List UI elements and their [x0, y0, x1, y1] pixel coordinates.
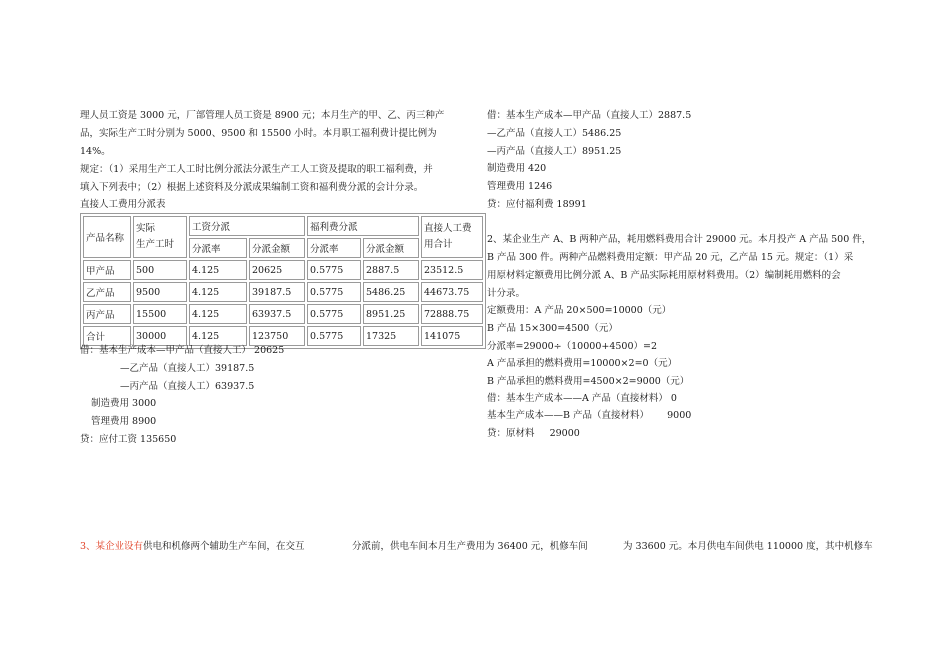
problem2-line-7: 分派率=29000÷（10000+4500）=2 [487, 341, 658, 352]
header-welfare-rate: 分派率 [307, 238, 361, 258]
header-direct-labor-total: 直接人工费 用合计 [421, 216, 483, 258]
welfare-entry-debit: 借：基本生产成本—甲产品（直接人工）2887.5 [487, 110, 692, 121]
header-product: 产品名称 [83, 216, 131, 258]
header-wage-allocation: 工资分派 [189, 216, 305, 236]
problem3-number: 3、某企业设有 [80, 541, 144, 552]
cell-hours: 9500 [133, 282, 187, 302]
left-paragraph-line-3: 14%。 [80, 146, 111, 157]
cell-welfare-rate: 0.5775 [307, 260, 361, 280]
table-row [83, 326, 483, 346]
welfare-entry-line-4: 制造费用 420 [487, 163, 547, 174]
cell-wage-amount: 123750 [249, 326, 305, 346]
cell-total: 23512.5 [421, 260, 483, 280]
left-paragraph-line-4: 规定：（1）采用生产工人工时比例分派法分派生产工人工资及提取的职工福利费，并 [80, 164, 433, 175]
cell-welfare-amount: 2887.5 [363, 260, 419, 280]
cell-welfare-rate: 0.5775 [307, 326, 361, 346]
problem3-line [80, 541, 305, 553]
cell-product: 甲产品 [83, 260, 131, 280]
table-caption: 直接人工费用分派表 [80, 199, 166, 210]
cell-wage-rate: 4.125 [189, 304, 247, 324]
cell-product: 乙产品 [83, 282, 131, 302]
problem2-line-9: B 产品承担的燃料费用=4500×2=9000（元） [487, 376, 690, 387]
problem2-line-5: 定额费用：A 产品 20×500=10000（元） [487, 305, 672, 316]
cell-welfare-amount: 5486.25 [363, 282, 419, 302]
welfare-entry-credit: 贷：应付福利费 18991 [487, 199, 587, 210]
cell-wage-rate: 4.125 [189, 326, 247, 346]
wage-entry-line-5: 管理费用 8900 [91, 416, 157, 427]
problem2-line-11: 基本生产成本——B 产品（直接材料） 9000 [487, 410, 692, 421]
cell-wage-rate: 4.125 [189, 260, 247, 280]
cell-product: 合计 [83, 326, 131, 346]
cell-welfare-amount: 8951.25 [363, 304, 419, 324]
cell-hours: 15500 [133, 304, 187, 324]
cell-product: 丙产品 [83, 304, 131, 324]
cell-total: 44673.75 [421, 282, 483, 302]
problem2-line-10: 借：基本生产成本——A 产品（直接材料） 0 [487, 393, 677, 404]
header-welfare-allocation: 福利费分派 [307, 216, 419, 236]
cell-hours: 30000 [133, 326, 187, 346]
welfare-entry-line-3: —丙产品（直接人工）8951.25 [487, 146, 622, 157]
cell-hours: 500 [133, 260, 187, 280]
problem2-line-8: A 产品承担的燃料费用=10000×2=0（元） [487, 358, 678, 369]
problem2-line-12: 贷：原材料 29000 [487, 428, 580, 439]
header-welfare-amount: 分派金额 [363, 238, 419, 258]
header-wage-amount: 分派金额 [249, 238, 305, 258]
problem2-line-6: B 产品 15×300=4500（元） [487, 323, 618, 334]
wage-entry-line-3: —丙产品（直接人工）63937.5 [120, 381, 255, 392]
problem2-line-2: B 产品 300 件。两种产品燃料费用定额：甲产品 20 元，乙产品 15 元。规定：（1）采 [487, 252, 854, 263]
cell-total: 72888.75 [421, 304, 483, 324]
problem3-text-1: 供电和机修两个辅助生产车间，在交互 [143, 541, 305, 552]
left-paragraph-line-1: 理人员工资是 3000 元，厂部管理人员工资是 8900 元；本月生产的甲、乙、丙三种产 [80, 110, 445, 121]
wage-entry-debit: 借：基本生产成本—甲产品（直接人工） 20625 [80, 345, 285, 356]
cell-welfare-rate: 0.5775 [307, 282, 361, 302]
problem2-line-3: 用原材料定额费用比例分派 A、B 产品实际耗用原材料费用。（2）编制耗用燃料的会 [487, 270, 841, 281]
cell-wage-amount: 39187.5 [249, 282, 305, 302]
problem2-line-1: 2、某企业生产 A、B 两种产品，耗用燃料费用合计 29000 元。本月投产 A 产品 500 件， [487, 234, 872, 245]
left-paragraph-line-5: 填入下列表中；（2）根据上述资料及分派成果编制工资和福利费分派的会计分录。 [80, 182, 424, 193]
cell-welfare-rate: 0.5775 [307, 304, 361, 324]
problem3-text-2: 分派前，供电车间本月生产费用为 36400 元，机修车间 [352, 541, 588, 552]
header-hours: 实际 生产工时 [133, 216, 187, 258]
problem2-line-4: 计分录。 [487, 288, 526, 299]
left-paragraph-line-2: 品，实际生产工时分别为 5000、9500 和 15500 小时。本月职工福利费计提比例为 [80, 128, 437, 139]
cell-wage-amount: 63937.5 [249, 304, 305, 324]
table-row [83, 260, 483, 280]
welfare-entry-line-5: 管理费用 1246 [487, 181, 553, 192]
problem3-text-3: 为 33600 元。本月供电车间供电 110000 度，其中机修车 [623, 541, 873, 552]
header-wage-rate: 分派率 [189, 238, 247, 258]
welfare-entry-line-2: —乙产品（直接人工）5486.25 [487, 128, 622, 139]
cell-total: 141075 [421, 326, 483, 346]
cell-wage-amount: 20625 [249, 260, 305, 280]
table-row [83, 304, 483, 324]
table-row [83, 282, 483, 302]
direct-labor-allocation-table [80, 213, 486, 349]
wage-entry-credit: 贷：应付工资 135650 [80, 434, 177, 445]
wage-entry-line-2: —乙产品（直接人工）39187.5 [120, 363, 255, 374]
wage-entry-line-4: 制造费用 3000 [91, 398, 157, 409]
cell-welfare-amount: 17325 [363, 326, 419, 346]
cell-wage-rate: 4.125 [189, 282, 247, 302]
